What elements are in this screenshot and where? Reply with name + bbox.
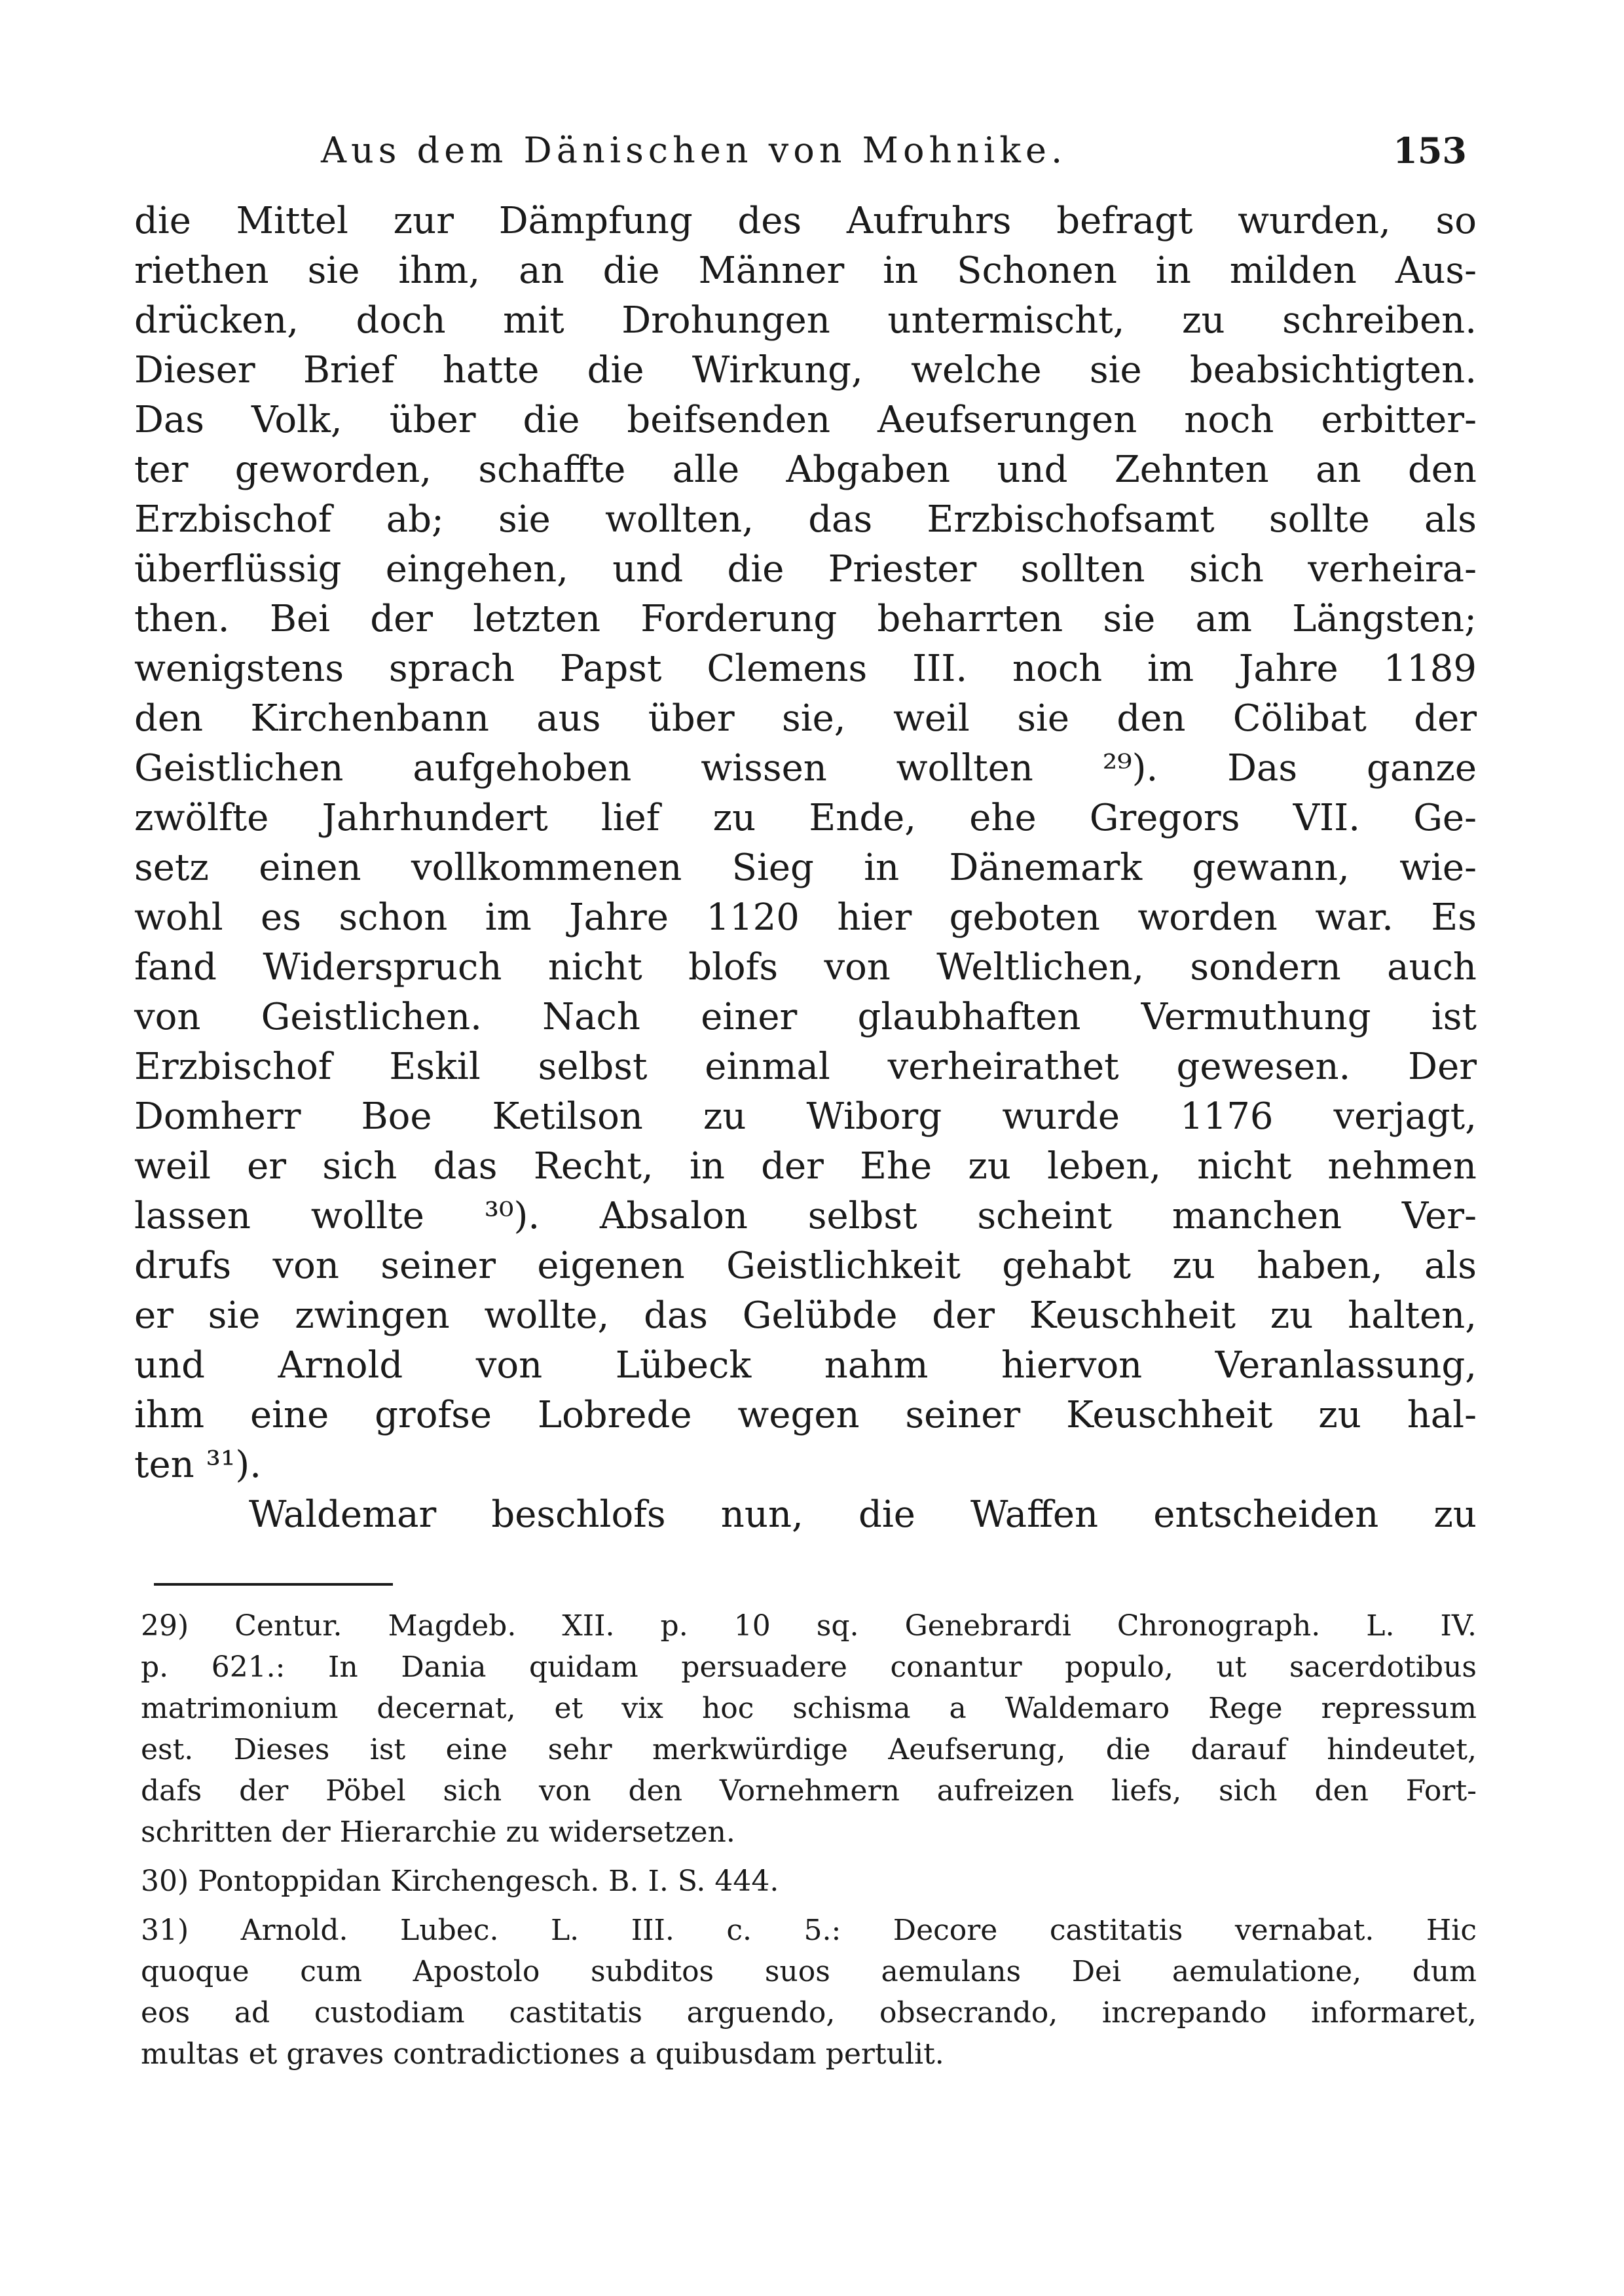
- text-line: ihm eine grofse Lobrede wegen seiner Keuschheit zu hal-: [134, 1394, 1477, 1436]
- footnote-line: est. Dieses ist eine sehr merkwürdige Aeufserung, die darauf hindeutet,: [141, 1733, 1477, 1766]
- text-line: wenigstens sprach Papst Clemens III. noch im Jahre 1189: [134, 647, 1477, 690]
- text-line: Dieser Brief hatte die Wirkung, welche sie beabsichtigten.: [134, 349, 1477, 392]
- footnote-line: dafs der Pöbel sich von den Vornehmern aufreizen liefs, sich den Fort-: [141, 1774, 1477, 1808]
- footnote-gap: [141, 1853, 1477, 1861]
- text-line: er sie zwingen wollte, das Gelübde der Keuschheit zu halten,: [134, 1294, 1477, 1337]
- text-line: drufs von seiner eigenen Geistlichkeit gehabt zu haben, als: [134, 1245, 1477, 1287]
- text-line: ter geworden, schaffte alle Abgaben und Zehnten an den: [134, 448, 1477, 491]
- text-line: Erzbischof ab; sie wollten, das Erzbischofsamt sollte als: [134, 498, 1477, 541]
- text-line: setz einen vollkommenen Sieg in Dänemark gewann, wie-: [134, 847, 1477, 889]
- footnote-gap: [141, 1902, 1477, 1910]
- text-line: zwölfte Jahrhundert lief zu Ende, ehe Gregors VII. Ge-: [134, 797, 1477, 839]
- page-number: 153: [1393, 130, 1467, 172]
- running-title: Aus dem Dänischen von Mohnike.: [321, 130, 1067, 171]
- footnote-rule: [154, 1583, 393, 1586]
- footnote-line: schritten der Hierarchie zu widersetzen.: [141, 1815, 735, 1849]
- text-line: weil er sich das Recht, in der Ehe zu leben, nicht nehmen: [134, 1145, 1477, 1188]
- footnotes: [141, 1605, 1477, 2075]
- text-line: Erzbischof Eskil selbst einmal verheirathet gewesen. Der: [134, 1046, 1477, 1088]
- text-line: den Kirchenbann aus über sie, weil sie den Cölibat der: [134, 697, 1477, 740]
- footnote-line: multas et graves contradictiones a quibusdam pertulit.: [141, 2037, 944, 2071]
- text-line: lassen wollte ³⁰). Absalon selbst scheint manchen Ver-: [134, 1195, 1477, 1237]
- footnote-line: quoque cum Apostolo subditos suos aemulans Dei aemulatione, dum: [141, 1955, 1477, 1988]
- main-text: [134, 196, 1477, 1540]
- text-line: von Geistlichen. Nach einer glaubhaften Vermuthung ist: [134, 996, 1477, 1038]
- text-line: überflüssig eingehen, und die Priester sollten sich verheira-: [134, 548, 1477, 591]
- text-line: then. Bei der letzten Forderung beharrten sie am Längsten;: [134, 598, 1477, 640]
- footnote-line: 31) Arnold. Lubec. L. III. c. 5.: Decore castitatis vernabat. Hic: [141, 1914, 1477, 1947]
- text-line: Domherr Boe Ketilson zu Wiborg wurde 1176 verjagt,: [134, 1095, 1477, 1138]
- text-line: fand Widerspruch nicht blofs von Weltlichen, sondern auch: [134, 946, 1477, 989]
- footnote-line: matrimonium decernat, et vix hoc schisma a Waldemaro Rege repressum: [141, 1692, 1477, 1725]
- text-line: Waldemar beschlofs nun, die Waffen entscheiden zu: [249, 1493, 1477, 1536]
- text-line: riethen sie ihm, an die Männer in Schonen in milden Aus-: [134, 249, 1477, 292]
- footnote-line: 29) Centur. Magdeb. XII. p. 10 sq. Genebrardi Chronograph. L. IV.: [141, 1609, 1477, 1643]
- text-line: ten ³¹).: [134, 1444, 262, 1486]
- text-line: die Mittel zur Dämpfung des Aufruhrs befragt wurden, so: [134, 200, 1477, 242]
- text-line: Geistlichen aufgehoben wissen wollten ²⁹). Das ganze: [134, 747, 1477, 790]
- text-line: wohl es schon im Jahre 1120 hier geboten worden war. Es: [134, 896, 1477, 939]
- footnote-line: eos ad custodiam castitatis arguendo, obsecrando, increpando informaret,: [141, 1996, 1477, 2030]
- footnote-line: 30) Pontoppidan Kirchengesch. B. I. S. 444.: [141, 1865, 779, 1898]
- text-line: drücken, doch mit Drohungen untermischt, zu schreiben.: [134, 299, 1477, 342]
- footnote-line: p. 621.: In Dania quidam persuadere conantur populo, ut sacerdotibus: [141, 1650, 1477, 1684]
- text-line: Das Volk, über die beifsenden Aeufserungen noch erbitter-: [134, 399, 1477, 441]
- text-line: und Arnold von Lübeck nahm hiervon Veranlassung,: [134, 1344, 1477, 1387]
- page-header: [308, 124, 1467, 177]
